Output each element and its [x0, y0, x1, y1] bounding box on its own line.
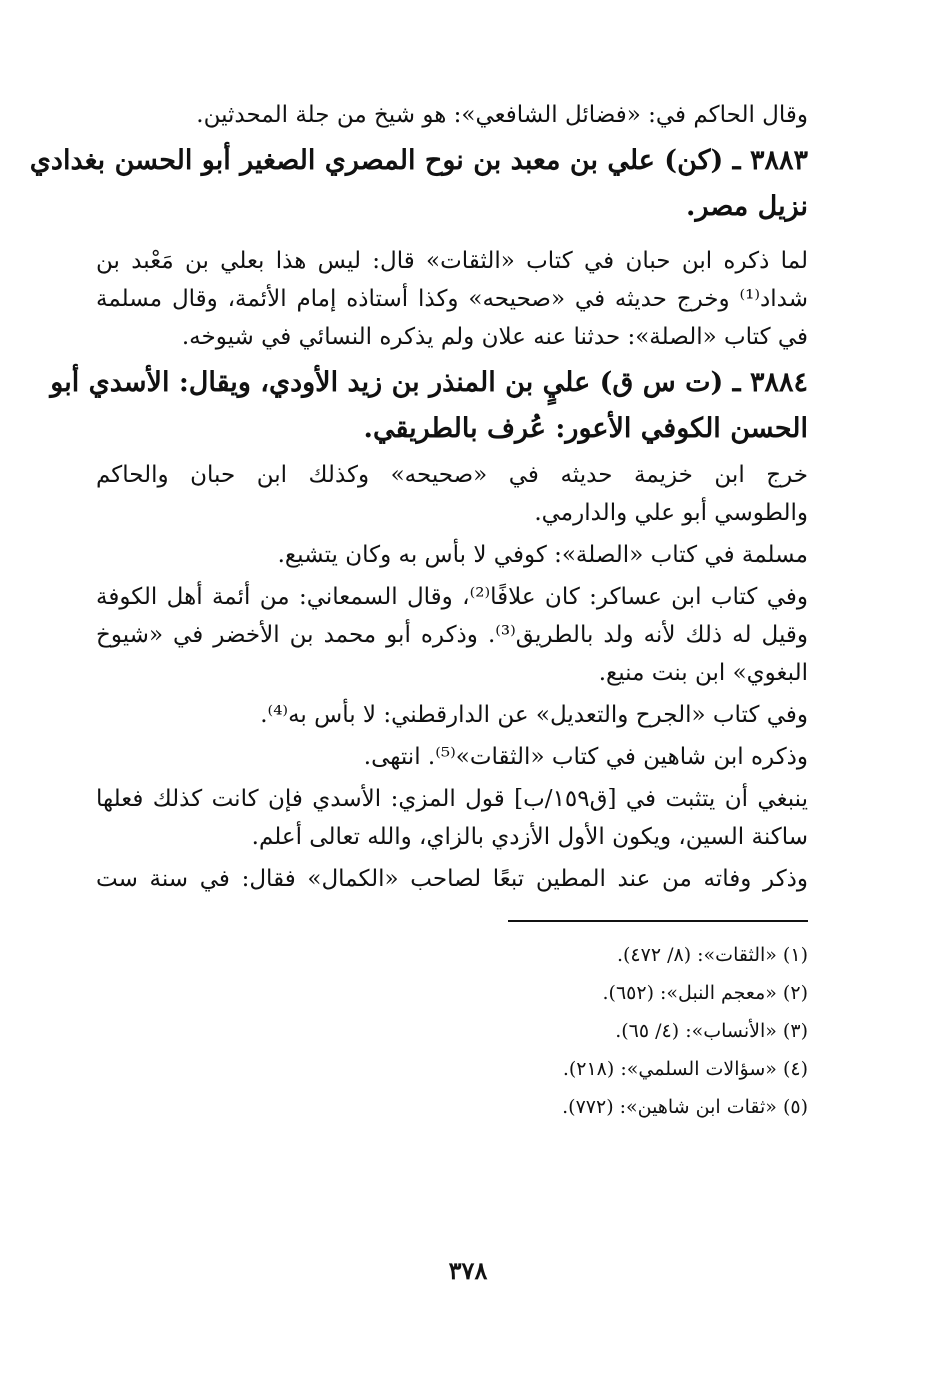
- entry-heading-3884-cont: الحسن الكوفي الأعور: عُرف بالطريقي.: [363, 413, 808, 444]
- body-line: والطوسي أبو علي والدارمي.: [534, 500, 808, 526]
- body-line: ينبغي أن يتثبت في [ق١٥٩/ب] قول المزي: الأسدي فإن كانت كذلك فعلها: [96, 786, 808, 812]
- body-line: وذكر وفاته من عند المطين تبعًا لصاحب «الكمال» فقال: في سنة ست: [96, 866, 808, 892]
- body-line: وفي كتاب «الجرح والتعديل» عن الدارقطني: لا بأس به⁽⁴⁾.: [260, 702, 808, 728]
- body-line: خرج ابن خزيمة حديثه في «صحيحه» وكذلك ابن حبان والحاكم: [96, 462, 808, 488]
- footnote-divider: [508, 920, 808, 922]
- entry-heading-3883-cont: نزيل مصر.: [686, 191, 808, 222]
- body-line: في كتاب «الصلة»: حدثنا عنه علان ولم يذكره النسائي في شيوخه.: [181, 324, 808, 350]
- body-line: وقيل له ذلك لأنه ولد بالطريق⁽³⁾. وذكره أبو محمد بن الأخضر في «شيوخ: [96, 622, 808, 648]
- body-line: شداد⁽¹⁾ وخرج حديثه في «صحيحه» وكذا أستاذه إمام الأئمة، وقال مسلمة: [96, 286, 808, 312]
- footnote-4: (٤) «سؤالات السلمي»: (٢١٨).: [562, 1058, 808, 1080]
- body-line: البغوي» ابن بنت منيع.: [598, 660, 808, 686]
- entry-heading-3884: ٣٨٨٤ ـ (ت س ق) عليٍ بن المنذر بن زيد الأودي، ويقال: الأسدي أبو: [50, 367, 808, 398]
- footnote-5: (٥) «ثقات ابن شاهين»: (٧٧٢).: [562, 1096, 808, 1118]
- footnote-3: (٣) «الأنساب»: (٤/ ٦٥).: [615, 1020, 808, 1042]
- footnote-1: (١) «الثقات»: (٨/ ٤٧٢).: [616, 944, 808, 966]
- footnote-2: (٢) «معجم النبل»: (٦٥٢).: [602, 982, 808, 1004]
- body-line: وذكره ابن شاهين في كتاب «الثقات»⁽⁵⁾. انتهى.: [363, 744, 808, 770]
- entry-heading-3883: ٣٨٨٣ ـ (كن) علي بن معبد بن نوح المصري الصغير أبو الحسن بغدادي: [29, 145, 808, 176]
- body-line: وقال الحاكم في: «فضائل الشافعي»: هو شيخ من جلة المحدثين.: [196, 102, 808, 128]
- body-line: ساكنة السين، ويكون الأول الأزدي بالزاي، والله تعالى أعلم.: [251, 824, 808, 850]
- body-line: مسلمة في كتاب «الصلة»: كوفي لا بأس به وكان يتشيع.: [277, 542, 808, 568]
- body-line: لما ذكره ابن حبان في كتاب «الثقات» قال: ليس هذا بعلي بن مَعْبد بن: [96, 248, 808, 274]
- page-number: ٣٧٨: [448, 1256, 488, 1285]
- body-line: وفي كتاب ابن عساكر: كان علافًا⁽²⁾، وقال السمعاني: من أئمة أهل الكوفة: [96, 584, 809, 610]
